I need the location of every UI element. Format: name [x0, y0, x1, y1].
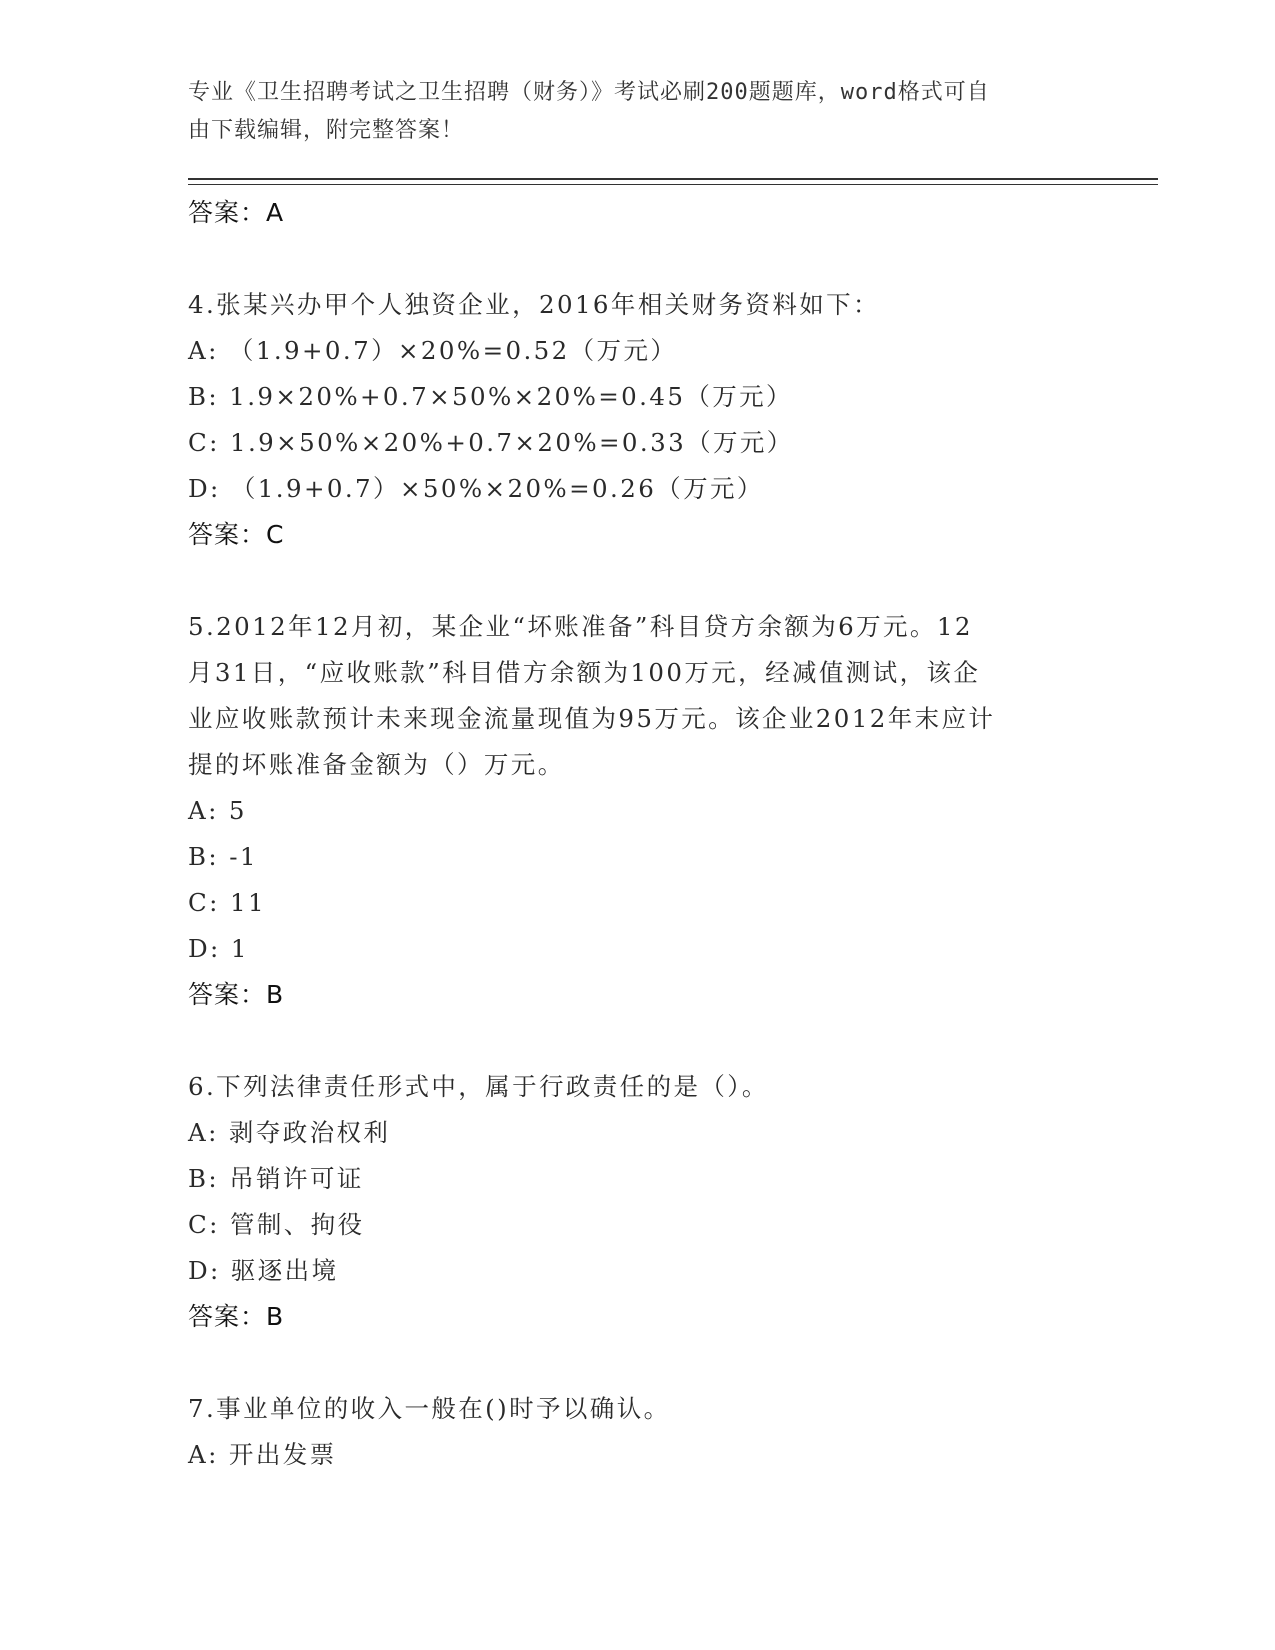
option-a: A: 5: [188, 796, 247, 825]
question-stem: 6.下列法律责任形式中，属于行政责任的是（）。: [188, 1072, 769, 1101]
answer-label: 答案：C: [188, 520, 285, 549]
option-b: B: 1.9×20%+0.7×50%×20%=0.45（万元）: [188, 382, 793, 411]
option-a: A: （1.9+0.7）×20%=0.52（万元）: [188, 336, 678, 365]
answer-label: 答案：B: [188, 1302, 285, 1331]
question-stem-line-3: 业应收账款预计未来现金流量现值为95万元。该企业2012年末应计: [188, 704, 996, 733]
question-5: [188, 604, 1088, 1018]
question-stem: 7.事业单位的收入一般在()时予以确认。: [188, 1394, 671, 1423]
spacer: [188, 236, 1088, 282]
header-line-1: 专业《卫生招聘考试之卫生招聘（财务）》考试必刷200题题库，word格式可自: [188, 80, 990, 105]
document-body: [188, 190, 1088, 1478]
spacer: [188, 1018, 1088, 1064]
option-d: D: 驱逐出境: [188, 1256, 339, 1285]
question-stem-line-1: 5.2012年12月初，某企业“坏账准备”科目贷方余额为6万元。12: [188, 612, 973, 641]
option-d: D: （1.9+0.7）×50%×20%=0.26（万元）: [188, 474, 764, 503]
option-a: A: 剥夺政治权利: [188, 1118, 391, 1147]
option-c: C: 1.9×50%×20%+0.7×20%=0.33（万元）: [188, 428, 794, 457]
question-6: [188, 1064, 1088, 1340]
option-a: A: 开出发票: [188, 1440, 337, 1469]
header-rule-thick: [188, 178, 1158, 180]
option-c: C: 11: [188, 888, 266, 917]
answer-label: 答案：B: [188, 980, 285, 1009]
header-line-2: 由下载编辑，附完整答案！: [188, 118, 465, 143]
question-7: [188, 1386, 1088, 1478]
question-stem-line-2: 月31日，“应收账款”科目借方余额为100万元，经减值测试，该企: [188, 658, 981, 687]
option-c: C: 管制、拘役: [188, 1210, 365, 1239]
question-stem: 4.张某兴办甲个人独资企业，2016年相关财务资料如下：: [188, 290, 880, 319]
option-b: B: -1: [188, 842, 258, 871]
question-4: [188, 282, 1088, 558]
header-rule-thin: [188, 184, 1158, 185]
spacer: [188, 558, 1088, 604]
spacer: [188, 1340, 1088, 1386]
question-stem-line-4: 提的坏账准备金额为（）万元。: [188, 750, 565, 779]
answer-q3: 答案：A: [188, 198, 285, 227]
option-d: D: 1: [188, 934, 249, 963]
option-b: B: 吊销许可证: [188, 1164, 364, 1193]
document-header: [188, 74, 1078, 150]
